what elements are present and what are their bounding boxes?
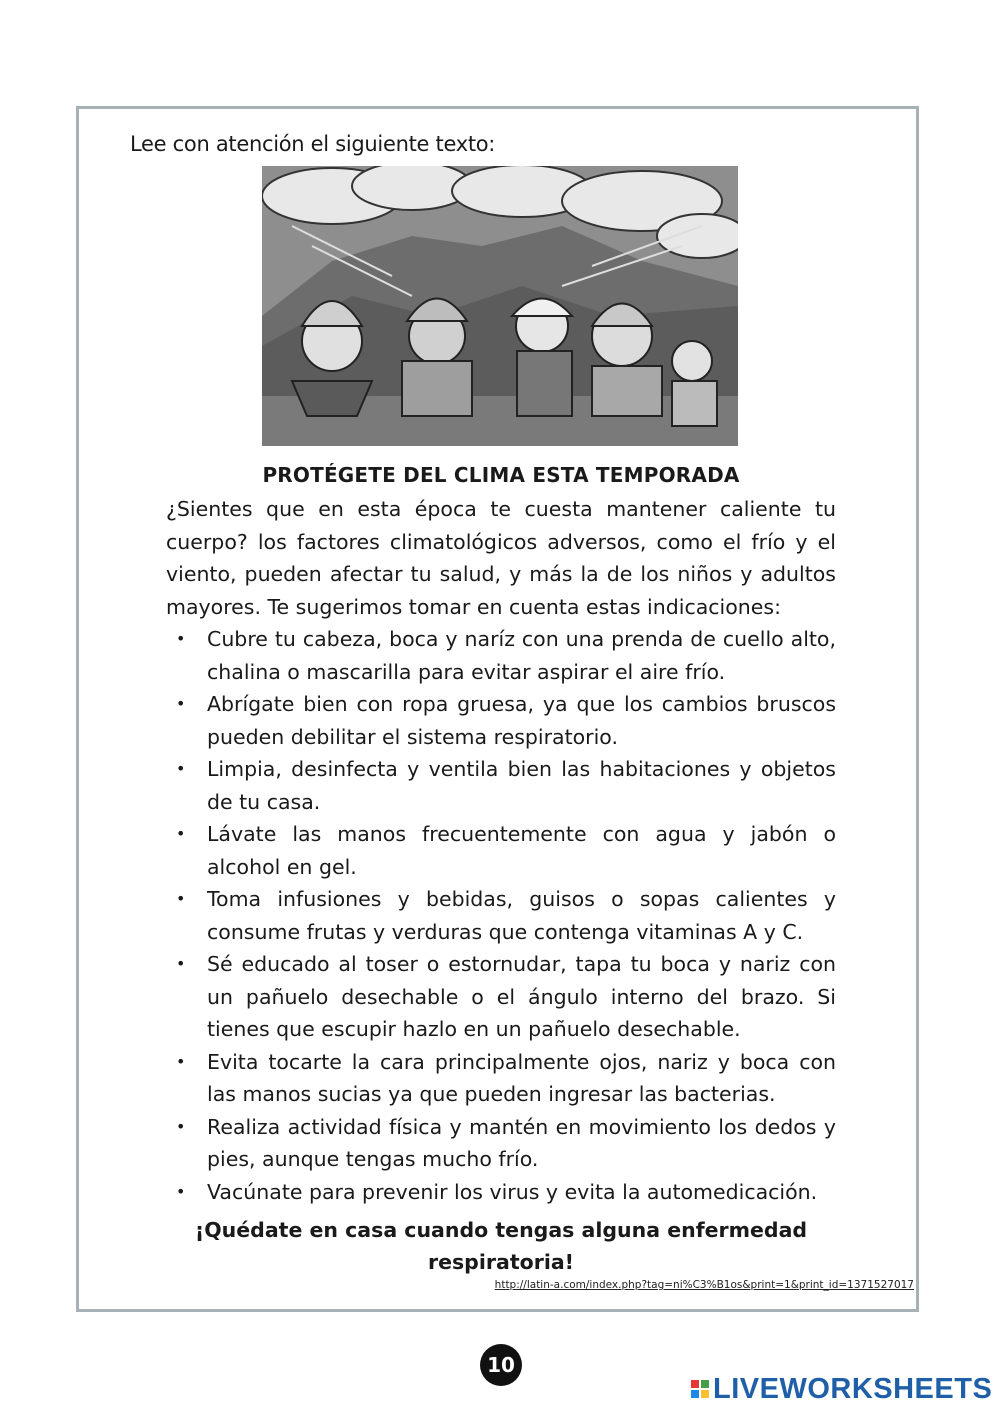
recommendations-list bbox=[166, 623, 836, 1208]
article-body bbox=[166, 493, 836, 1208]
bullet-icon: • bbox=[176, 1116, 186, 1136]
closing-message bbox=[166, 1214, 836, 1278]
bullet-icon: • bbox=[176, 954, 186, 973]
closing-line-1: ¡Quédate en casa cuando tengas alguna enfermedad bbox=[194, 1218, 808, 1242]
liveworksheets-logo bbox=[691, 1372, 992, 1406]
brand-text: LIVEWORKSHEETS bbox=[713, 1372, 993, 1405]
list-item: • Lávate las manos frecuentemente con agua y jabón o alcohol en gel. bbox=[166, 818, 836, 883]
bullet-icon: • bbox=[176, 694, 186, 713]
list-item: • Limpia, desinfecta y ventila bien las habitaciones y objetos de tu casa. bbox=[166, 753, 836, 818]
article-title: PROTÉGETE DEL CLIMA ESTA TEMPORADA bbox=[262, 463, 740, 487]
list-item: • Toma infusiones y bebidas, guisos o sopas calientes y consume frutas y verduras que contenga vitaminas A y C. bbox=[166, 883, 836, 948]
list-item: • Realiza actividad física y mantén en movimiento los dedos y pies, aunque tengas mucho frío. bbox=[166, 1111, 836, 1176]
list-item: • Abrígate bien con ropa gruesa, ya que los cambios bruscos pueden debilitar el sistema respiratorio. bbox=[166, 688, 836, 753]
bullet-icon: • bbox=[176, 824, 186, 843]
bullet-icon: • bbox=[176, 759, 186, 778]
intro-paragraph: ¿Sientes que en esta época te cuesta mantener caliente tu cuerpo? los factores climatológicos adversos, como el frío y el viento, pueden afectar tu salud, y más la de los niños y adultos mayores. Te sugerimos tomar en cuenta estas indicaciones: bbox=[166, 497, 836, 619]
list-item: • Vacúnate para prevenir los virus y evita la automedicación. bbox=[166, 1176, 836, 1209]
closing-line-2: respiratoria! bbox=[427, 1250, 575, 1274]
list-item: • Cubre tu cabeza, boca y naríz con una prenda de cuello alto, chalina o mascarilla para evitar aspirar el aire frío. bbox=[166, 623, 836, 688]
intro-instruction: Lee con atención el siguiente texto: bbox=[130, 132, 496, 156]
source-link[interactable]: http://latin-a.com/index.php?tag=ni%C3%B1os&print=1&print_id=1371527017 bbox=[494, 1279, 914, 1291]
bullet-icon: • bbox=[176, 1051, 186, 1071]
list-item: • Evita tocarte la cara principalmente ojos, nariz y boca con las manos sucias ya que pueden ingresar las bacterias. bbox=[166, 1046, 836, 1111]
bullet-icon: • bbox=[176, 1181, 186, 1201]
bullet-icon: • bbox=[176, 889, 186, 908]
list-item: • Sé educado al toser o estornudar, tapa tu boca y nariz con un pañuelo desechable o el ángulo interno del brazo. Si tienes que escupir hazlo en un pañuelo desechable. bbox=[166, 948, 836, 1046]
children-in-winter-illustration bbox=[262, 166, 738, 446]
page-number: 10 bbox=[480, 1344, 522, 1386]
bullet-icon: • bbox=[176, 629, 186, 648]
brand-squares-icon bbox=[691, 1380, 709, 1398]
